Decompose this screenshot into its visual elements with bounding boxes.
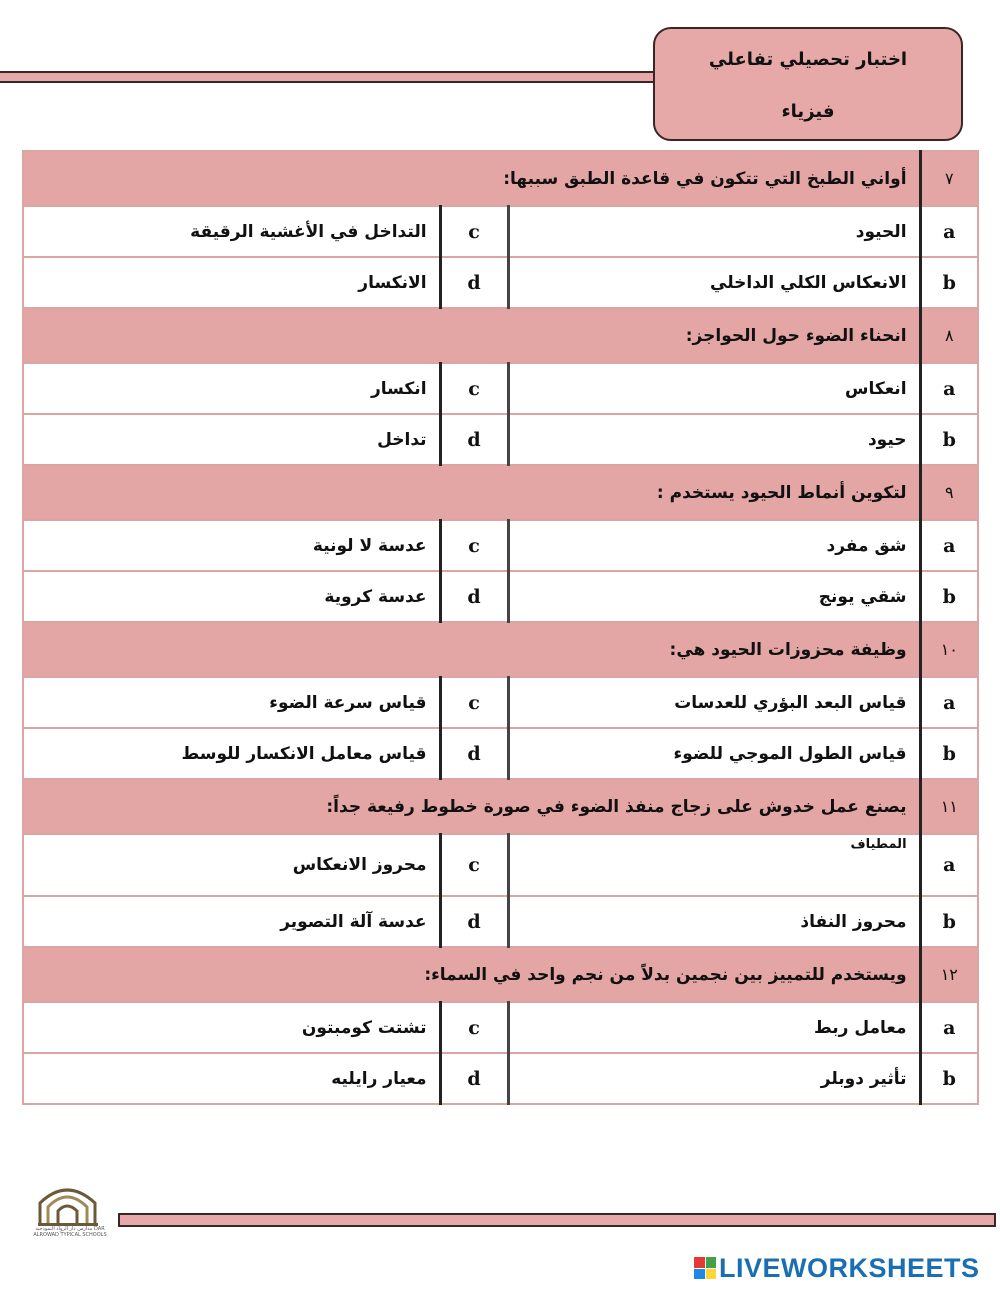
option-b[interactable]: تأثير دوبلر (508, 1053, 920, 1104)
option-c[interactable]: عدسة لا لونية (23, 520, 440, 571)
option-c[interactable]: تشتت كومبتون (23, 1002, 440, 1053)
option-letter-b: b (920, 1053, 978, 1104)
options-row (23, 834, 978, 896)
question-text: انحناء الضوء حول الحواجز: (23, 308, 920, 363)
question-number: ١٠ (920, 622, 978, 677)
option-letter-c: c (440, 206, 508, 257)
option-letter-c: c (440, 520, 508, 571)
liveworksheets-brand[interactable] (694, 1252, 980, 1284)
options-row (23, 414, 978, 465)
brand-text: LIVEWORKSHEETS (719, 1252, 980, 1283)
option-letter-a: a (920, 834, 978, 896)
header-decor-line (0, 71, 660, 83)
option-c[interactable]: التداخل في الأغشية الرقيقة (23, 206, 440, 257)
question-row (23, 308, 978, 363)
option-letter-d: d (440, 896, 508, 947)
question-text: أواني الطبخ التي تتكون في قاعدة الطبق سببها: (23, 151, 920, 206)
option-letter-c: c (440, 1002, 508, 1053)
question-text: ويستخدم للتمييز بين نجمين بدلاً من نجم واحد في السماء: (23, 947, 920, 1002)
question-number: ٩ (920, 465, 978, 520)
question-row (23, 151, 978, 206)
question-row (23, 465, 978, 520)
options-row (23, 677, 978, 728)
option-letter-a: a (920, 520, 978, 571)
option-c[interactable]: محروز الانعكاس (23, 834, 440, 896)
option-letter-b: b (920, 257, 978, 308)
options-row (23, 257, 978, 308)
page-title: اختبار تحصيلي تفاعلي (708, 49, 908, 70)
option-d[interactable]: معيار رايليه (23, 1053, 440, 1104)
option-letter-d: d (440, 257, 508, 308)
options-row (23, 363, 978, 414)
quiz-table (22, 150, 979, 1105)
options-row (23, 206, 978, 257)
option-letter-c: c (440, 363, 508, 414)
option-b[interactable]: محروز النفاذ (508, 896, 920, 947)
option-letter-c: c (440, 834, 508, 896)
option-letter-b: b (920, 571, 978, 622)
question-number: ١١ (920, 779, 978, 834)
options-row (23, 520, 978, 571)
option-letter-d: d (440, 728, 508, 779)
title-box (653, 27, 963, 141)
option-letter-a: a (920, 1002, 978, 1053)
option-letter-b: b (920, 728, 978, 779)
option-letter-b: b (920, 896, 978, 947)
option-d[interactable]: الانكسار (23, 257, 440, 308)
page-subtitle: فيزياء (781, 101, 835, 122)
question-number: ١٢ (920, 947, 978, 1002)
question-text: وظيفة محزوزات الحيود هي: (23, 622, 920, 677)
question-row (23, 779, 978, 834)
options-row (23, 1053, 978, 1104)
options-row (23, 571, 978, 622)
option-b[interactable]: قياس الطول الموجي للضوء (508, 728, 920, 779)
question-number: ٨ (920, 308, 978, 363)
logo-caption: مدارس دار الرواد النموذجية DAR ALROWAD TYPICAL SCHOOLS (33, 1226, 107, 1238)
option-b[interactable]: حيود (508, 414, 920, 465)
option-d[interactable]: تداخل (23, 414, 440, 465)
options-row (23, 728, 978, 779)
option-a[interactable]: قياس البعد البؤري للعدسات (508, 677, 920, 728)
option-a[interactable]: انعكاس (508, 363, 920, 414)
option-d[interactable]: عدسة آلة التصوير (23, 896, 440, 947)
option-a-cell[interactable] (508, 834, 920, 896)
question-text: لتكوين أنماط الحيود يستخدم : (23, 465, 920, 520)
option-letter-d: d (440, 1053, 508, 1104)
option-a[interactable]: الحيود (508, 206, 920, 257)
option-a[interactable]: معامل ربط (508, 1002, 920, 1053)
option-a[interactable]: شق مفرد (508, 520, 920, 571)
option-a: المطياف (850, 837, 907, 852)
options-row (23, 896, 978, 947)
question-number: ٧ (920, 151, 978, 206)
option-letter-b: b (920, 414, 978, 465)
option-letter-c: c (440, 677, 508, 728)
option-b[interactable]: شقي يونج (508, 571, 920, 622)
question-row (23, 947, 978, 1002)
option-c[interactable]: قياس سرعة الضوء (23, 677, 440, 728)
option-letter-a: a (920, 677, 978, 728)
footer-decor-bar (118, 1213, 996, 1227)
liveworksheets-icon (694, 1257, 716, 1279)
option-letter-d: d (440, 571, 508, 622)
option-d[interactable]: عدسة كروية (23, 571, 440, 622)
option-c[interactable]: انكسار (23, 363, 440, 414)
option-letter-a: a (920, 363, 978, 414)
option-d[interactable]: قياس معامل الانكسار للوسط (23, 728, 440, 779)
option-b[interactable]: الانعكاس الكلي الداخلي (508, 257, 920, 308)
option-letter-d: d (440, 414, 508, 465)
option-letter-a: a (920, 206, 978, 257)
question-text: يصنع عمل خدوش على زجاج منفذ الضوء في صورة خطوط رفيعة جداً: (23, 779, 920, 834)
question-row (23, 622, 978, 677)
options-row (23, 1002, 978, 1053)
